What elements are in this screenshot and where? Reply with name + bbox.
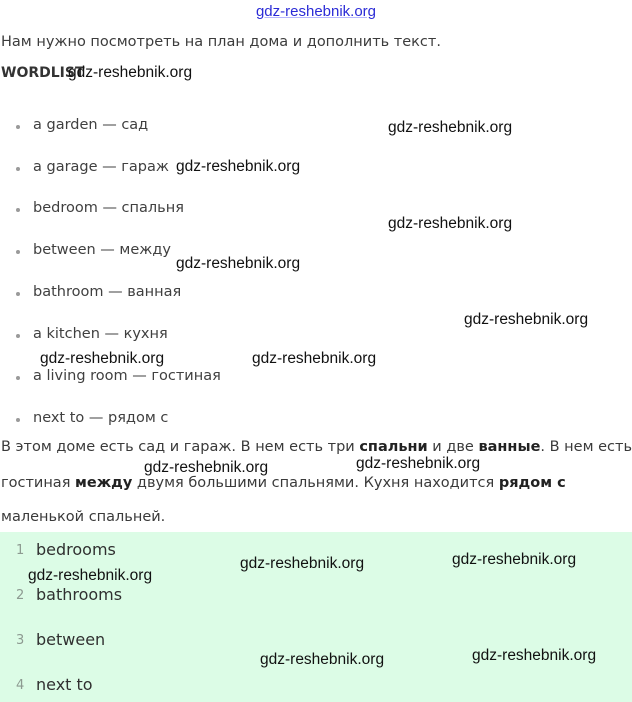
answer-number: 2 bbox=[16, 588, 25, 603]
bullet-icon bbox=[16, 250, 20, 254]
watermark-text: gdz-reshebnik.org bbox=[176, 158, 301, 175]
answer-text: bedrooms bbox=[36, 540, 116, 559]
watermark-text: gdz-reshebnik.org bbox=[240, 555, 365, 572]
watermark-text: gdz-reshebnik.org bbox=[356, 455, 481, 472]
watermark-text: gdz-reshebnik.org bbox=[40, 350, 165, 367]
answer-text: bathrooms bbox=[36, 585, 123, 604]
bullet-icon bbox=[16, 376, 20, 380]
watermark-text: gdz-reshebnik.org bbox=[388, 215, 513, 232]
watermark-text: gdz-reshebnik.org bbox=[260, 651, 385, 668]
answer-number: 1 bbox=[16, 543, 25, 558]
answer-number: 3 bbox=[16, 633, 25, 648]
site-header-link[interactable]: gdz-reshebnik.org bbox=[255, 3, 377, 20]
bullet-icon bbox=[16, 125, 20, 129]
watermark-text: gdz-reshebnik.org bbox=[464, 311, 589, 328]
bullet-icon bbox=[16, 292, 20, 296]
bullet-icon bbox=[16, 418, 20, 422]
watermark-text: gdz-reshebnik.org bbox=[388, 119, 513, 136]
paragraph-line: маленькой спальней. bbox=[1, 509, 166, 525]
answer-text: between bbox=[36, 630, 106, 649]
paragraph-line: гостиная между двумя большими спальнями. Кухня находится рядом с bbox=[1, 475, 566, 491]
paragraph-line: В этом доме есть сад и гараж. В нем есть три спальни и две ванные. В нем есть bbox=[1, 439, 632, 455]
watermark-text: gdz-reshebnik.org bbox=[28, 567, 153, 584]
bullet-icon bbox=[16, 167, 20, 171]
watermark-text: gdz-reshebnik.org bbox=[452, 551, 577, 568]
answer-number: 4 bbox=[16, 678, 25, 693]
watermark-text: gdz-reshebnik.org bbox=[176, 255, 301, 272]
intro-text: Нам нужно посмотреть на план дома и дополнить текст. bbox=[1, 34, 441, 50]
answer-text: next to bbox=[36, 675, 93, 694]
watermark-text: gdz-reshebnik.org bbox=[68, 64, 193, 81]
watermark-text: gdz-reshebnik.org bbox=[472, 647, 597, 664]
bullet-icon bbox=[16, 334, 20, 338]
watermark-text: gdz-reshebnik.org bbox=[144, 459, 269, 476]
watermark-text: gdz-reshebnik.org bbox=[252, 350, 377, 367]
wordlist-heading: WORDLIST bbox=[1, 65, 85, 81]
bullet-icon bbox=[16, 208, 20, 212]
